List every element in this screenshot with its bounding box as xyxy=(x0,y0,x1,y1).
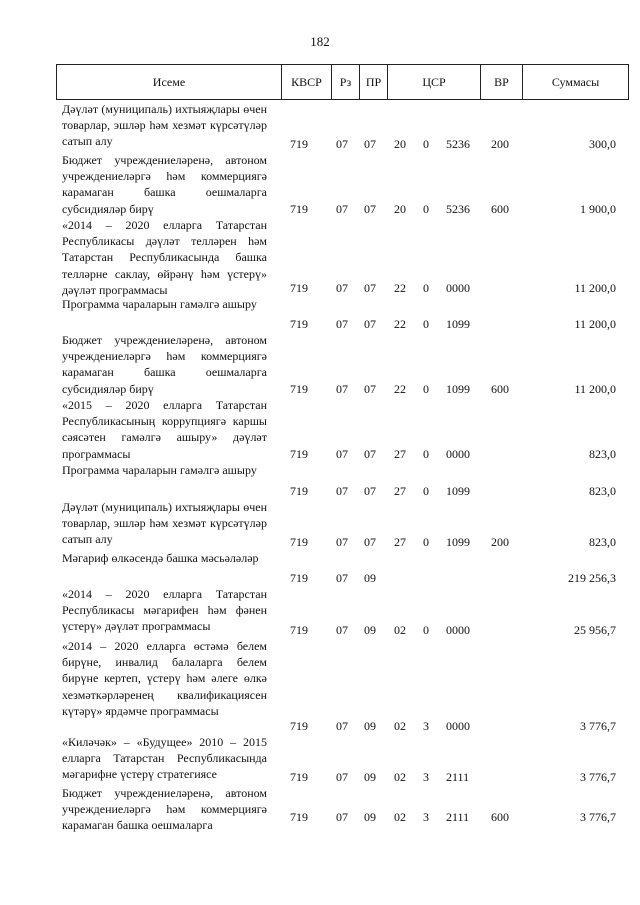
cell-csr-program: 22 xyxy=(394,382,406,396)
cell-pr: 07 xyxy=(364,382,376,396)
cell-csr-program: 22 xyxy=(394,281,406,295)
page-number: 182 xyxy=(310,34,330,49)
cell-csr-code: 0000 xyxy=(446,719,470,733)
cell-rz: 07 xyxy=(336,317,348,331)
header-sum: Суммасы xyxy=(551,75,600,89)
row-name: Бюджет учреждениеләренә, автоном учреждениеләргә һәм коммерциягә карамаган башка оешмаларга субсидияләр бирү xyxy=(62,153,267,216)
header-kvsr: КВСР xyxy=(282,65,332,99)
cell-kvsr: 719 xyxy=(290,137,308,151)
cell-pr: 09 xyxy=(364,571,376,585)
cell-rz: 07 xyxy=(336,281,348,295)
cell-vr: 600 xyxy=(491,810,509,824)
cell-csr-program: 02 xyxy=(394,623,406,637)
cell-csr-subprogram: 0 xyxy=(423,202,429,216)
table-row xyxy=(0,550,640,586)
cell-rz: 07 xyxy=(336,535,348,549)
row-name: «2014 – 2020 елларга өстәмә белем бирүне, инвалид балаларга белем бирүне кертеп, үстерү һәм әлеге өлкә хезмәткәрләренең квалификациясен күтәрү» ярдәмче программасы xyxy=(62,639,267,718)
header-pr: ПР xyxy=(360,65,388,99)
cell-kvsr: 719 xyxy=(290,719,308,733)
row-name: Мәгариф өлкәсендә башка мәсьәләләр xyxy=(62,551,259,565)
cell-rz: 07 xyxy=(336,810,348,824)
cell-sum: 823,0 xyxy=(589,447,616,461)
cell-csr-program: 02 xyxy=(394,770,406,784)
cell-kvsr: 719 xyxy=(290,535,308,549)
cell-csr-subprogram: 3 xyxy=(423,770,429,784)
cell-kvsr: 719 xyxy=(290,770,308,784)
cell-csr-code: 1099 xyxy=(446,535,470,549)
cell-sum: 300,0 xyxy=(589,137,616,151)
cell-sum: 11 200,0 xyxy=(574,382,616,396)
cell-kvsr: 719 xyxy=(290,623,308,637)
cell-csr-program: 22 xyxy=(394,317,406,331)
cell-csr-subprogram: 3 xyxy=(423,719,429,733)
cell-kvsr: 719 xyxy=(290,382,308,396)
row-name: Программа чараларын гамәлгә ашыру xyxy=(62,297,257,311)
row-name: «2015 – 2020 елларга Татарстан Республикасының коррупциягә каршы сәясәтен гамәлгә ашыру» дәүләт программасы xyxy=(62,398,267,461)
cell-sum: 3 776,7 xyxy=(580,770,616,784)
cell-csr-subprogram: 3 xyxy=(423,810,429,824)
row-name: «2014 – 2020 елларга Татарстан Республикасы мәгарифен һәм фәнен үстерү» дәүләт программасы xyxy=(62,587,267,634)
row-name: Дәүләт (муниципаль) ихтыяҗлары өчен товарлар, эшләр һәм хезмәт күрсәтүләр сатып алу xyxy=(62,102,267,149)
cell-rz: 07 xyxy=(336,770,348,784)
cell-csr-subprogram: 0 xyxy=(423,535,429,549)
cell-rz: 07 xyxy=(336,382,348,396)
cell-sum: 11 200,0 xyxy=(574,317,616,331)
row-name: Дәүләт (муниципаль) ихтыяҗлары өчен товарлар, эшләр һәм хезмәт күрсәтүләр сатып алу xyxy=(62,500,267,547)
row-name: Бюджет учреждениеләренә, автоном учреждениеләргә һәм коммерциягә карамаган башка оешмаларга xyxy=(62,786,267,833)
cell-sum: 25 956,7 xyxy=(574,623,616,637)
cell-pr: 07 xyxy=(364,535,376,549)
cell-vr: 200 xyxy=(491,535,509,549)
cell-csr-code: 2111 xyxy=(446,810,470,824)
table-row xyxy=(0,499,640,550)
cell-sum: 3 776,7 xyxy=(580,810,616,824)
cell-csr-code: 1099 xyxy=(446,382,470,396)
cell-rz: 07 xyxy=(336,447,348,461)
cell-sum: 1 900,0 xyxy=(580,202,616,216)
cell-sum: 823,0 xyxy=(589,535,616,549)
cell-csr-subprogram: 0 xyxy=(423,281,429,295)
cell-kvsr: 719 xyxy=(290,447,308,461)
cell-csr-program: 20 xyxy=(394,202,406,216)
cell-csr-code: 5236 xyxy=(446,202,470,216)
cell-rz: 07 xyxy=(336,623,348,637)
cell-pr: 09 xyxy=(364,719,376,733)
cell-csr-code: 5236 xyxy=(446,137,470,151)
cell-pr: 07 xyxy=(364,447,376,461)
cell-csr-program: 27 xyxy=(394,447,406,461)
cell-pr: 07 xyxy=(364,484,376,498)
table-row xyxy=(0,785,640,833)
cell-csr-code: 0000 xyxy=(446,447,470,461)
cell-pr: 09 xyxy=(364,770,376,784)
cell-vr: 600 xyxy=(491,202,509,216)
table-row xyxy=(0,397,640,462)
row-name: Программа чараларын гамәлгә ашыру xyxy=(62,463,257,477)
cell-csr-program: 02 xyxy=(394,810,406,824)
cell-csr-program: 20 xyxy=(394,137,406,151)
cell-csr-code: 0000 xyxy=(446,623,470,637)
cell-csr-code: 2111 xyxy=(446,770,470,784)
table-row xyxy=(0,152,640,217)
header-csr: ЦСР xyxy=(388,65,481,99)
table-row xyxy=(0,217,640,296)
header-name: Исеме xyxy=(57,65,282,99)
row-name: «2014 – 2020 елларга Татарстан Республикасы дәүләт телләрен һәм Татарстан Республикасында башка телләрне саклау, өйрәнү һәм үстерү» дәүләт программасы xyxy=(62,218,267,297)
cell-csr-subprogram: 0 xyxy=(423,447,429,461)
cell-csr-subprogram: 0 xyxy=(423,137,429,151)
cell-sum: 219 256,3 xyxy=(568,571,616,585)
cell-kvsr: 719 xyxy=(290,202,308,216)
cell-csr-subprogram: 0 xyxy=(423,484,429,498)
cell-kvsr: 719 xyxy=(290,571,308,585)
cell-rz: 07 xyxy=(336,571,348,585)
cell-csr-code: 1099 xyxy=(446,484,470,498)
cell-csr-program: 02 xyxy=(394,719,406,733)
cell-csr-subprogram: 0 xyxy=(423,382,429,396)
cell-csr-code: 0000 xyxy=(446,281,470,295)
cell-pr: 07 xyxy=(364,137,376,151)
table-row xyxy=(0,586,640,638)
row-name: Бюджет учреждениеләренә, автоном учреждениеләргә һәм коммерциягә карамаган башка оешмаларга субсидияләр бирү xyxy=(62,333,267,396)
cell-vr: 200 xyxy=(491,137,509,151)
cell-pr: 07 xyxy=(364,202,376,216)
cell-kvsr: 719 xyxy=(290,484,308,498)
cell-csr-program: 27 xyxy=(394,535,406,549)
table-row xyxy=(0,296,640,332)
table-row xyxy=(0,734,640,785)
cell-sum: 823,0 xyxy=(589,484,616,498)
row-name: «Киләчәк» – «Будущее» 2010 – 2015 елларга Татарстан Республикасында мәгарифне үстерү стратегиясе xyxy=(62,735,267,782)
cell-csr-program: 27 xyxy=(394,484,406,498)
header-rz: Рз xyxy=(332,65,360,99)
cell-rz: 07 xyxy=(336,137,348,151)
table-row xyxy=(0,101,640,152)
header-vr: ВР xyxy=(481,65,523,99)
table-row xyxy=(0,462,640,499)
cell-kvsr: 719 xyxy=(290,810,308,824)
table-body xyxy=(0,101,640,833)
cell-kvsr: 719 xyxy=(290,281,308,295)
cell-pr: 09 xyxy=(364,623,376,637)
cell-sum: 11 200,0 xyxy=(574,281,616,295)
cell-rz: 07 xyxy=(336,202,348,216)
table-row xyxy=(0,638,640,734)
cell-csr-subprogram: 0 xyxy=(423,317,429,331)
cell-pr: 09 xyxy=(364,810,376,824)
cell-csr-code: 1099 xyxy=(446,317,470,331)
cell-kvsr: 719 xyxy=(290,317,308,331)
cell-rz: 07 xyxy=(336,484,348,498)
cell-rz: 07 xyxy=(336,719,348,733)
cell-pr: 07 xyxy=(364,281,376,295)
cell-csr-subprogram: 0 xyxy=(423,623,429,637)
table-header xyxy=(56,64,629,100)
cell-vr: 600 xyxy=(491,382,509,396)
table-row xyxy=(0,332,640,397)
cell-pr: 07 xyxy=(364,317,376,331)
cell-sum: 3 776,7 xyxy=(580,719,616,733)
